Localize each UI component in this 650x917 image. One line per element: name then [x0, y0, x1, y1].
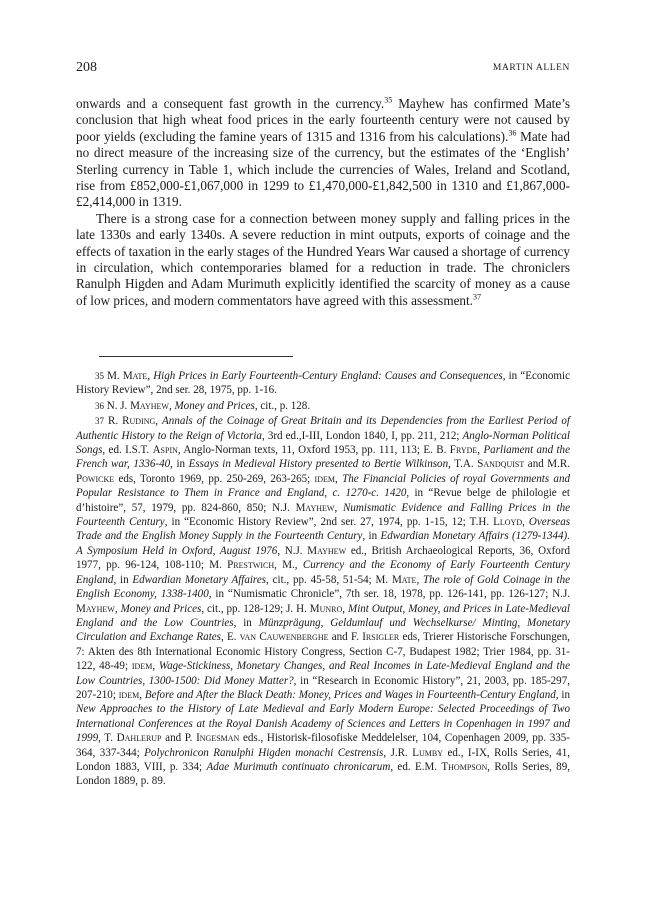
text-run: , M.,: [274, 559, 303, 572]
text-run: , cit., pp. 128-129; J. H.: [201, 602, 310, 615]
main-text: [76, 96, 570, 309]
text-run: , in: [113, 573, 133, 586]
author-name: Mayhew: [76, 602, 115, 615]
text-run: , in “Economic History Review”, 2nd ser. 28, 1975, pp. 1-16.: [76, 370, 570, 397]
work-title: The Financial Policies of royal Governments and Popular Resistance to Them in France and England, c. 1270-c. 1420: [76, 472, 571, 500]
text-run: R.: [104, 415, 123, 428]
footnote-37: [76, 414, 570, 789]
text-run: Mayhew has confirmed Mate’s conclusion that high wheat food prices in the early fourteenth century were not caused by poor yields (excluding the famine years of 1315 and 1316 from his calculations).: [76, 96, 570, 144]
text-run: , Anglo-Norman texts, 11, Oxford 1953, pp. 111, 113; E. B.: [177, 444, 450, 457]
text-run: , in: [362, 530, 381, 543]
text-run: , in “Numismatic Chronicle”, 7th ser. 18, 1978, pp. 126-141, pp. 126-127; N.J.: [208, 588, 571, 601]
author-name: Thompson: [441, 760, 488, 773]
text-run: , in: [555, 688, 570, 701]
footnotes: [76, 369, 570, 790]
author-name: Munro: [309, 602, 343, 615]
work-title: Wage-Stickiness, Monetary Changes, and Real Incomes in Late-Medieval England and the Low Countries, 1300-1500: Did Money Matter?: [76, 660, 570, 687]
text-run: , cit., pp. 45-58, 51-54; M.: [266, 573, 392, 586]
author-name: idem: [131, 660, 153, 673]
text-run: ,: [139, 688, 145, 701]
text-run: ,: [335, 472, 343, 485]
text-run: , in “Economic History Review”, 2nd ser. 27, 1974, pp. 1-15, 12; T.H.: [164, 516, 494, 529]
text-run: ,: [168, 399, 175, 412]
text-run: ,: [416, 573, 424, 586]
author-name: Aspin: [152, 444, 178, 457]
author-name: van Cauwenberghe: [239, 631, 329, 644]
author-name: idem: [118, 688, 140, 701]
text-run: M.: [104, 370, 123, 382]
author-name: idem: [314, 472, 335, 485]
text-run: and F.: [328, 631, 363, 644]
text-run: , N.J.: [277, 544, 308, 557]
work-title: Parliament and the French war, 1336-40: [76, 444, 570, 471]
author-name: Mayhew: [130, 399, 169, 412]
author-name: Sandquist: [477, 458, 525, 471]
text-run: , T.A.: [448, 458, 478, 471]
work-title: Annals of the Coinage of Great Britain and its Dependencies from the Earliest Period of Authentic History to the Reign of Victoria: [76, 415, 571, 442]
text-run: ,: [342, 602, 349, 615]
work-title: High Prices in Early Fourteenth-Century England: Causes and Consequences: [153, 370, 503, 382]
author-name: Mayhew: [295, 501, 335, 514]
text-run: ,: [155, 415, 163, 428]
text-run: and M.R.: [524, 458, 571, 471]
footnote-ref: 35: [384, 95, 393, 105]
text-run: eds, Trierer Historische Forschungen, 7: Akten des 8th International Economic History Congress, Section C-7, Budapest 1982; Trier 1984, pp. 31-122, 48-49;: [76, 631, 570, 673]
work-title: Money and Prices: [120, 602, 202, 615]
text-run: ,: [114, 602, 121, 615]
footnote-number: 37: [95, 416, 104, 427]
author-name: Lumby: [412, 746, 444, 759]
author-name: Mate: [122, 370, 148, 382]
text-run: ed., British Archaeological Reports, 36, Oxford 1977, pp. 96-124, 108-110; M.: [76, 544, 570, 572]
text-run: N. J.: [104, 399, 131, 412]
text-run: , in: [233, 616, 259, 629]
text-run: , in: [170, 458, 189, 471]
text-run: , E.: [220, 631, 240, 644]
author-name: Mate: [391, 573, 417, 586]
author-name: Mayhew: [307, 544, 347, 557]
text-run: and P.: [161, 732, 197, 745]
author-name: Prestwich: [227, 559, 275, 572]
author-name: Ruding: [122, 415, 156, 428]
work-title: Overseas Trade and the English Money Supply in the Fourteenth Century: [76, 516, 571, 543]
text-run: Mate had no direct measure of the increasing size of the currency, but the estimates of the ‘English’ Sterling currency in Table 1, which include the currencies of Wales, Ireland and Scotland, rise from £852,000-£1,067,000 in 1299 to £1,470,000-£1,842,500 in 1310 and £1,867,000-£2,414,000 in 1319.: [76, 128, 571, 210]
footnote-36: [76, 399, 570, 413]
text-run: eds., Historisk-filosofiske Meddelelser, 104, Copenhagen 2009, pp. 335-364, 337-344;: [76, 732, 570, 759]
text-run: There is a strong case for a connection between money supply and falling prices in the late 1330s and early 1340s. A severe reduction in mint outputs, exports of coinage and the effects of taxation in the early stages of the Hundred Years War caused a shortage of currency in circulation, which contemporaries blamed for a reduction in trade. The chroniclers Ranulph Higden and Adam Murimuth explicitly identified the scarcity of money as a cause of low prices, and modern commentators have agreed with this assessment.: [76, 210, 570, 308]
text-run: ,: [522, 516, 529, 529]
paragraph-2: [76, 211, 570, 309]
page-number: 208: [76, 60, 97, 75]
text-run: onwards and a consequent fast growth in the currency.: [76, 96, 385, 111]
text-run: ,: [477, 444, 484, 457]
work-title: Currency and the Economy of Early Fourteenth Century England: [76, 559, 571, 586]
work-title: Anglo-Norman Political Songs: [76, 429, 570, 457]
author-name: Dahlerup: [116, 732, 162, 745]
text-run: eds, Toronto 1969, pp. 250-269, 263-265;: [114, 472, 315, 485]
author-name: Ingesman: [196, 732, 240, 745]
text-run: , in “Revue belge de philologie et d’histoire”, 57, 1979, pp. 824-860, 850; N.J.: [76, 487, 570, 514]
work-title: Polychronicon Ranulphi Higden monachi Cestrensis: [144, 746, 384, 759]
text-run: , 3rd ed.,I-III, London 1840, I, pp. 211, 212;: [261, 429, 463, 442]
text-run: ,: [334, 501, 343, 514]
footnote-number: 35: [95, 371, 104, 381]
work-title: The role of Gold Coinage in the English Economy, 1338-1400: [76, 573, 571, 601]
text-run: , T.: [98, 732, 117, 745]
work-title: Adae Murimuth continuato chronicarum: [206, 760, 391, 773]
work-title: New Approaches to the History of Late Medieval and Early Modern Europe: Selected Proceedings of Two International Conferences at the Royal Danish Academy of Sciences and Letters in Copenhagen in 1997 and 1999: [76, 703, 570, 745]
text-run: , ed. E.M.: [390, 760, 442, 773]
paragraph-1: [76, 96, 570, 211]
text-run: ,: [147, 370, 154, 382]
work-title: Edwardian Monetary Affairs (1279-1344). A Symposium Held in Oxford, August 1976: [76, 530, 570, 557]
footnote-35: [76, 369, 570, 398]
footnote-ref: 36: [508, 128, 517, 138]
page-header: [76, 60, 570, 80]
author-name: Irsigler: [362, 631, 400, 644]
text-run: ed., I-IX, Rolls Series, 41, London 1883, VIII, p. 334;: [76, 746, 570, 773]
text-run: , cit., p. 128.: [254, 399, 311, 412]
work-title: Money and Prices: [174, 399, 255, 412]
footnote-separator: [99, 356, 293, 357]
text-run: , in “Research in Economic History”, 21, 2003, pp. 185-297, 207-210;: [76, 674, 570, 701]
text-run: , J.R.: [383, 746, 413, 759]
author-name: Fryde: [449, 444, 478, 457]
text-run: , Rolls Series, 89, London 1889, p. 89.: [76, 760, 570, 788]
text-run: ,: [152, 660, 159, 673]
footnote-number: 36: [95, 400, 104, 411]
work-title: Edwardian Monetary Affaires: [132, 573, 267, 586]
work-title: Mint Output, Money, and Prices in Late-Medieval England and the Low Countries: [76, 602, 570, 629]
author-name: Powicke: [76, 472, 115, 485]
text-run: , ed. I.S.T.: [102, 444, 153, 457]
work-title: Numismatic Evidence and Falling Prices in the Fourteenth Century: [76, 501, 571, 529]
work-title: Münzprägung, Geldumlauf und Wechselkurse/ Minting, Monetary Circulation and Exchange Rates: [76, 616, 570, 644]
work-title: Essays in Medieval History presented to Bertie Wilkinson: [188, 458, 449, 471]
author-name: Lloyd: [493, 516, 523, 529]
footnote-ref: 37: [472, 292, 481, 302]
running-head: MARTIN ALLEN: [492, 63, 570, 73]
work-title: Before and After the Black Death: Money, Prices and Wages in Fourteenth-Century England: [144, 688, 556, 701]
